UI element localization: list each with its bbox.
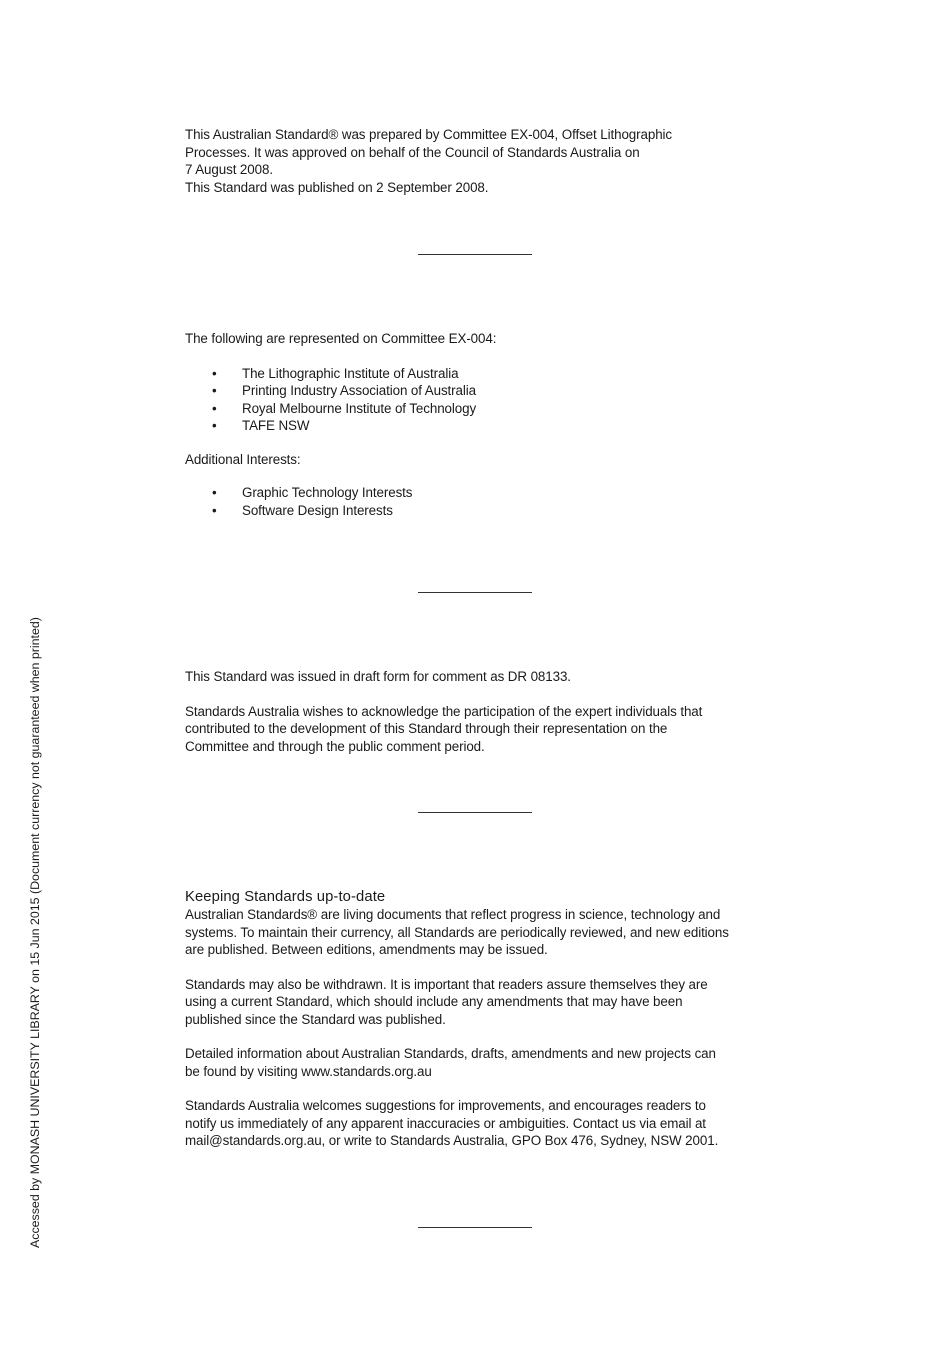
access-watermark-note: Accessed by MONASH UNIVERSITY LIBRARY on 15 Jun 2015 (Document currency not guaranteed when printed) (28, 617, 42, 1248)
approval-line: This Australian Standard® was prepared by Committee EX-004, Offset Lithographic (185, 127, 673, 142)
keeping-standards-section (185, 888, 775, 1150)
additional-interests-list (185, 484, 775, 519)
acknowledgement-line: Standards Australia wishes to acknowledge the participation of the expert individuals that (185, 703, 703, 719)
paragraph-withdrawn (185, 976, 775, 1029)
paragraph-line: Detailed information about Australian Standards, drafts, amendments and new projects can (185, 1046, 716, 1061)
list-item: • Royal Melbourne Institute of Technology (185, 400, 775, 418)
approval-line: Processes. It was approved on behalf of the Council of Standards Australia on (185, 144, 640, 160)
paragraph-line: notify us immediately of any apparent inaccuracies or ambiguities. Contact us via email at (185, 1115, 706, 1131)
approval-statement (185, 126, 775, 196)
section-divider (418, 592, 532, 593)
section-divider (418, 1227, 532, 1228)
paragraph-line: Australian Standards® are living documents that reflect progress in science, technology and (185, 907, 721, 922)
list-item: • The Lithographic Institute of Australia (185, 365, 775, 383)
list-item: • TAFE NSW (185, 417, 775, 435)
paragraph-line: Standards may also be withdrawn. It is important that readers assure themselves they are (185, 976, 708, 992)
draft-issued-statement: This Standard was issued in draft form for comment as DR 08133. (185, 669, 571, 684)
paragraph-line: using a current Standard, which should include any amendments that may have been (185, 994, 683, 1009)
paragraph-line: be found by visiting www.standards.org.au (185, 1063, 432, 1079)
committee-member-list (185, 365, 775, 435)
acknowledgement-paragraph (185, 703, 775, 756)
draft-section (185, 668, 775, 755)
paragraph-line: systems. To maintain their currency, all Standards are periodically reviewed, and new editions (185, 924, 729, 940)
additional-interests-label: Additional Interests: (185, 451, 301, 467)
publication-line: This Standard was published on 2 September 2008. (185, 179, 489, 195)
committee-intro: The following are represented on Committee EX-004: (185, 331, 497, 346)
list-item: • Software Design Interests (185, 502, 775, 520)
committee-section (185, 330, 775, 519)
section-divider (418, 254, 532, 255)
list-item: • Graphic Technology Interests (185, 484, 775, 502)
paragraph-living-documents (185, 906, 775, 959)
acknowledgement-line: Committee and through the public comment period. (185, 738, 485, 754)
acknowledgement-line: contributed to the development of this Standard through their representation on the (185, 721, 668, 736)
paragraph-line: mail@standards.org.au, or write to Standards Australia, GPO Box 476, Sydney, NSW 2001. (185, 1133, 719, 1148)
paragraph-contact (185, 1097, 775, 1150)
section-divider (418, 812, 532, 813)
paragraph-website-info (185, 1045, 775, 1080)
paragraph-line: are published. Between editions, amendments may be issued. (185, 942, 548, 957)
paragraph-line: Standards Australia welcomes suggestions for improvements, and encourages readers to (185, 1098, 706, 1113)
paragraph-line: published since the Standard was published. (185, 1011, 446, 1027)
approval-line: 7 August 2008. (185, 162, 273, 177)
section-heading: Keeping Standards up-to-date (185, 889, 386, 905)
list-item: • Printing Industry Association of Australia (185, 382, 775, 400)
